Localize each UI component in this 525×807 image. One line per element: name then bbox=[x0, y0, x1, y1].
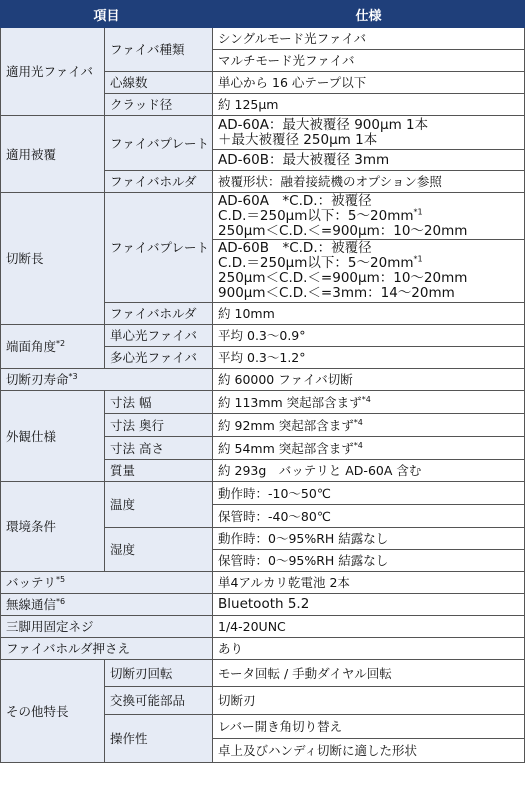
table-row bbox=[1, 638, 525, 660]
value-cleave-a bbox=[213, 193, 525, 240]
value-wireless: Bluetooth 5.2 bbox=[213, 594, 525, 616]
table-row bbox=[1, 369, 525, 391]
table-row bbox=[1, 616, 525, 638]
cleave-b-line3: 250μm＜C.D.＜=900μm：10～20mm bbox=[218, 270, 468, 286]
sub-label-cleave-holder: ファイバホルダ bbox=[105, 303, 213, 325]
row-label-appearance: 外観仕様 bbox=[1, 391, 105, 482]
value-angle-multi: 平均 0.3～1.2° bbox=[213, 347, 525, 369]
row-label-other: その他特長 bbox=[1, 660, 105, 763]
value-cleave-holder: 約 10mm bbox=[213, 303, 525, 325]
coating-a-line1: AD-60A：最大被覆径 900μm 1本 bbox=[218, 116, 429, 133]
coating-a-line2: ＋最大被覆径 250μm 1本 bbox=[218, 131, 378, 148]
value-clad: 約 125μm bbox=[213, 94, 525, 116]
table-row bbox=[1, 28, 525, 50]
footnote-mark: *3 bbox=[68, 371, 78, 381]
sub-label-angle-single: 単心光ファイバ bbox=[105, 325, 213, 347]
table-row bbox=[1, 572, 525, 594]
value-battery: 単4アルカリ乾電池 2本 bbox=[213, 572, 525, 594]
value-tripod: 1/4-20UNC bbox=[213, 616, 525, 638]
table-row bbox=[1, 594, 525, 616]
value-mass: 約 293g バッテリと AD-60A 含む bbox=[213, 460, 525, 482]
row-label-angle: 端面角度$^{*2}$ bbox=[1, 325, 105, 369]
sub-label-parts: 交換可能部品 bbox=[105, 687, 213, 715]
row-label-blade-life: 切断刃寿命$^{*3}$ bbox=[1, 369, 213, 391]
row-label-cleave: 切断長 bbox=[1, 193, 105, 325]
cleave-b-line1: AD-60B *C.D.：被覆径 bbox=[218, 240, 372, 256]
value-height: 約 54mm 突起部含まず$^{*4}$ bbox=[213, 437, 525, 460]
footnote-mark: *4 bbox=[353, 440, 363, 450]
value-cleave-b bbox=[213, 240, 525, 303]
row-label-battery: バッテリ$^{*5}$ bbox=[1, 572, 213, 594]
footnote-mark: *4 bbox=[361, 394, 371, 404]
footnote-mark: *1 bbox=[413, 207, 423, 216]
sub-label-mass: 質量 bbox=[105, 460, 213, 482]
footnote-mark: *4 bbox=[353, 417, 363, 427]
table-row bbox=[1, 193, 525, 240]
value-blade-life: 約 60000 ファイバ切断 bbox=[213, 369, 525, 391]
value-humid-operating: 動作時：0～95%RH 結露なし bbox=[213, 528, 525, 550]
value-humid-storage: 保管時：0～95%RH 結露なし bbox=[213, 550, 525, 572]
cleave-a-line3: 250μm＜C.D.＜=900μm：10～20mm bbox=[218, 222, 468, 239]
value-rotation: モータ回転 / 手動ダイヤル回転 bbox=[213, 660, 525, 687]
table-header bbox=[1, 1, 525, 28]
sub-label-ops: 操作性 bbox=[105, 715, 213, 763]
value-holder-clamp: あり bbox=[213, 638, 525, 660]
table-row bbox=[1, 116, 525, 150]
header-spec: 仕様 bbox=[213, 1, 525, 28]
sub-label-coating-holder: ファイバホルダ bbox=[105, 171, 213, 193]
value-coating-a bbox=[213, 116, 525, 150]
footnote-mark: *2 bbox=[56, 338, 66, 348]
row-label-tripod: 三脚用固定ネジ bbox=[1, 616, 213, 638]
sub-label-depth: 寸法 奥行 bbox=[105, 414, 213, 437]
table-row bbox=[1, 391, 525, 414]
sub-label-clad: クラッド径 bbox=[105, 94, 213, 116]
sub-label-cores: 心線数 bbox=[105, 72, 213, 94]
table-row bbox=[1, 325, 525, 347]
footnote-mark: *1 bbox=[413, 254, 423, 264]
sub-label-temp: 温度 bbox=[105, 482, 213, 528]
value-width: 約 113mm 突起部含まず$^{*4}$ bbox=[213, 391, 525, 414]
footnote-mark: *5 bbox=[56, 574, 66, 584]
sub-label-fiber-type: ファイバ種類 bbox=[105, 28, 213, 72]
sub-label-cleave-plate: ファイバプレート bbox=[105, 193, 213, 303]
sub-label-rotation: 切断刃回転 bbox=[105, 660, 213, 687]
cleave-b-line2: C.D.＝250μm以下：$5\sim 20mm^{*1}$ bbox=[218, 254, 423, 271]
value-temp-operating: 動作時：-10～50℃ bbox=[213, 482, 525, 505]
row-label-holder-clamp: ファイバホルダ押さえ bbox=[1, 638, 213, 660]
value-fiber-type-2: マルチモード光ファイバ bbox=[213, 50, 525, 72]
table-row bbox=[1, 482, 525, 505]
value-ops-1: レバー開き角切り替え bbox=[213, 715, 525, 739]
value-parts: 切断刃 bbox=[213, 687, 525, 715]
header-item: 項目 bbox=[1, 1, 213, 28]
value-ops-2: 卓上及びハンディ切断に適した形状 bbox=[213, 739, 525, 763]
value-depth: 約 92mm 突起部含まず$^{*4}$ bbox=[213, 414, 525, 437]
value-temp-storage: 保管時：-40～80℃ bbox=[213, 505, 525, 528]
row-label-fiber: 適用光ファイバ bbox=[1, 28, 105, 116]
table-row bbox=[1, 660, 525, 687]
cleave-a-line2: C.D.＝250μm以下：$5\sim 20mm^{*1}$ bbox=[218, 207, 423, 224]
sub-label-height: 寸法 高さ bbox=[105, 437, 213, 460]
sub-label-humid: 湿度 bbox=[105, 528, 213, 572]
value-fiber-type-1: シングルモード光ファイバ bbox=[213, 28, 525, 50]
value-coating-holder: 被覆形状：融着接続機のオプション参照 bbox=[213, 171, 525, 193]
value-coating-b: AD-60B：最大被覆径 3mm bbox=[213, 150, 525, 171]
cleave-a-line1: AD-60A *C.D.：被覆径 bbox=[218, 192, 372, 209]
footnote-mark: *6 bbox=[56, 596, 66, 606]
cleave-b-line4: 900μm＜C.D.＜=3mm：14～20mm bbox=[218, 285, 455, 301]
sub-label-width: 寸法 幅 bbox=[105, 391, 213, 414]
value-cores: 単心から 16 心テープ以下 bbox=[213, 72, 525, 94]
sub-label-angle-multi: 多心光ファイバ bbox=[105, 347, 213, 369]
row-label-wireless: 無線通信$^{*6}$ bbox=[1, 594, 213, 616]
value-angle-single: 平均 0.3～0.9° bbox=[213, 325, 525, 347]
row-label-environment: 環境条件 bbox=[1, 482, 105, 572]
row-label-coating: 適用被覆 bbox=[1, 116, 105, 193]
sub-label-coating-plate: ファイバプレート bbox=[105, 116, 213, 171]
